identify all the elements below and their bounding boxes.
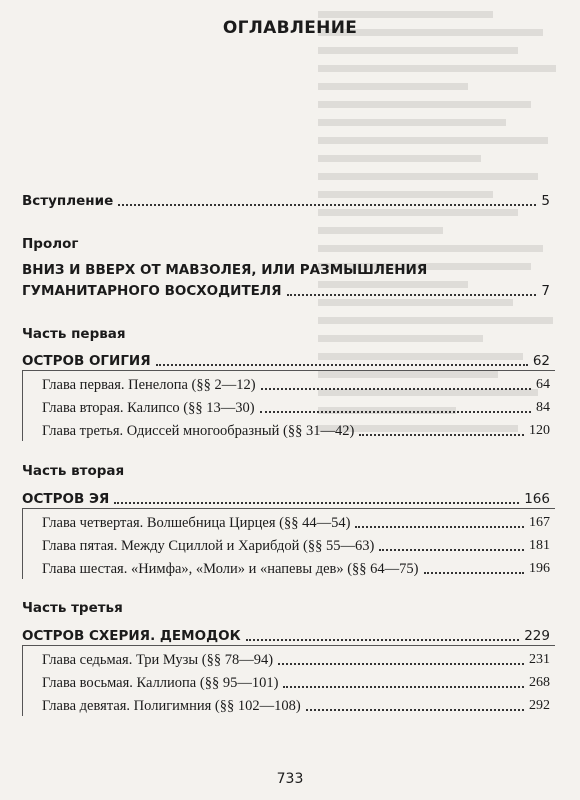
entry-label: Глава первая. Пенелопа (§§ 2—12)	[42, 377, 256, 393]
toc-entry-chapter[interactable]	[42, 508, 550, 532]
entry-page: 268	[529, 675, 550, 690]
entry-page: 292	[529, 698, 550, 713]
dot-leader	[424, 572, 524, 574]
prologue-title-line1: ВНИЗ И ВВЕРХ ОТ МАВЗОЛЕЯ, ИЛИ РАЗМЫШЛЕНИЯ	[22, 262, 428, 278]
entry-page: 84	[536, 400, 550, 415]
dot-leader	[260, 411, 531, 413]
toc-entry-chapter[interactable]	[42, 531, 550, 555]
entry-label: Глава третья. Одиссей многообразный (§§ 31—42)	[42, 423, 355, 439]
part-heading: Часть третья	[22, 600, 123, 616]
entry-page: 181	[529, 538, 550, 553]
toc-entry-chapter[interactable]	[42, 393, 550, 417]
prologue-heading: Пролог	[22, 236, 79, 252]
toc-entry-part[interactable]	[22, 484, 550, 508]
entry-label: Глава вторая. Калипсо (§§ 13—30)	[42, 400, 255, 416]
dot-leader	[287, 294, 537, 296]
entry-page: 120	[529, 423, 550, 438]
toc-entry-chapter[interactable]	[42, 370, 550, 394]
part-heading: Часть вторая	[22, 463, 125, 479]
entry-page: 167	[529, 515, 550, 530]
dot-leader	[355, 526, 524, 528]
toc-entry-part[interactable]	[22, 621, 550, 645]
entry-label: ОСТРОВ ЭЯ	[22, 491, 110, 507]
dot-leader	[261, 388, 531, 390]
dot-leader	[118, 204, 536, 206]
entry-label: Глава седьмая. Три Музы (§§ 78—94)	[42, 652, 274, 668]
entry-label: ОСТРОВ ОГИГИЯ	[22, 353, 151, 369]
entry-label: Глава шестая. «Нимфа», «Моли» и «напевы дев» (§§ 64—75)	[42, 561, 419, 577]
entry-label: Глава четвертая. Волшебница Цирцея (§§ 44—54)	[42, 515, 351, 531]
dot-leader	[379, 549, 524, 551]
toc-entry-chapter[interactable]	[42, 668, 550, 692]
dot-leader	[306, 709, 524, 711]
entry-label: Вступление	[22, 193, 114, 209]
entry-label: Глава восьмая. Каллиопа (§§ 95—101)	[42, 675, 279, 691]
entry-page: 166	[524, 491, 550, 507]
entry-label: ГУМАНИТАРНОГО ВОСХОДИТЕЛЯ	[22, 283, 282, 299]
toc-entry-prologue[interactable]	[22, 276, 550, 300]
entry-page: 62	[532, 353, 550, 369]
entry-page: 231	[529, 652, 550, 667]
toc-entry-chapter[interactable]	[42, 691, 550, 715]
toc-entry-chapter[interactable]	[42, 416, 550, 440]
dot-leader	[359, 434, 524, 436]
dot-leader	[114, 502, 519, 504]
dot-leader	[246, 639, 520, 641]
entry-page: 5	[541, 193, 550, 209]
dot-leader	[283, 686, 524, 688]
entry-label: Глава девятая. Полигимния (§§ 102—108)	[42, 698, 301, 714]
toc-title: ОГЛАВЛЕНИЕ	[222, 18, 358, 38]
entry-page: 229	[524, 628, 550, 644]
entry-label: ОСТРОВ СХЕРИЯ. ДЕМОДОК	[22, 628, 241, 644]
toc-entry-intro[interactable]	[22, 186, 550, 210]
dot-leader	[156, 364, 528, 366]
entry-page: 64	[536, 377, 550, 392]
entry-page: 196	[529, 561, 550, 576]
toc-entry-chapter[interactable]	[42, 645, 550, 669]
page-number: 733	[276, 771, 304, 787]
part-heading: Часть первая	[22, 326, 126, 342]
toc-entry-part[interactable]	[22, 346, 550, 370]
entry-page: 7	[541, 283, 550, 299]
toc-entry-chapter[interactable]	[42, 554, 550, 578]
dot-leader	[278, 663, 524, 665]
entry-label: Глава пятая. Между Сциллой и Харибдой (§§ 55—63)	[42, 538, 375, 554]
